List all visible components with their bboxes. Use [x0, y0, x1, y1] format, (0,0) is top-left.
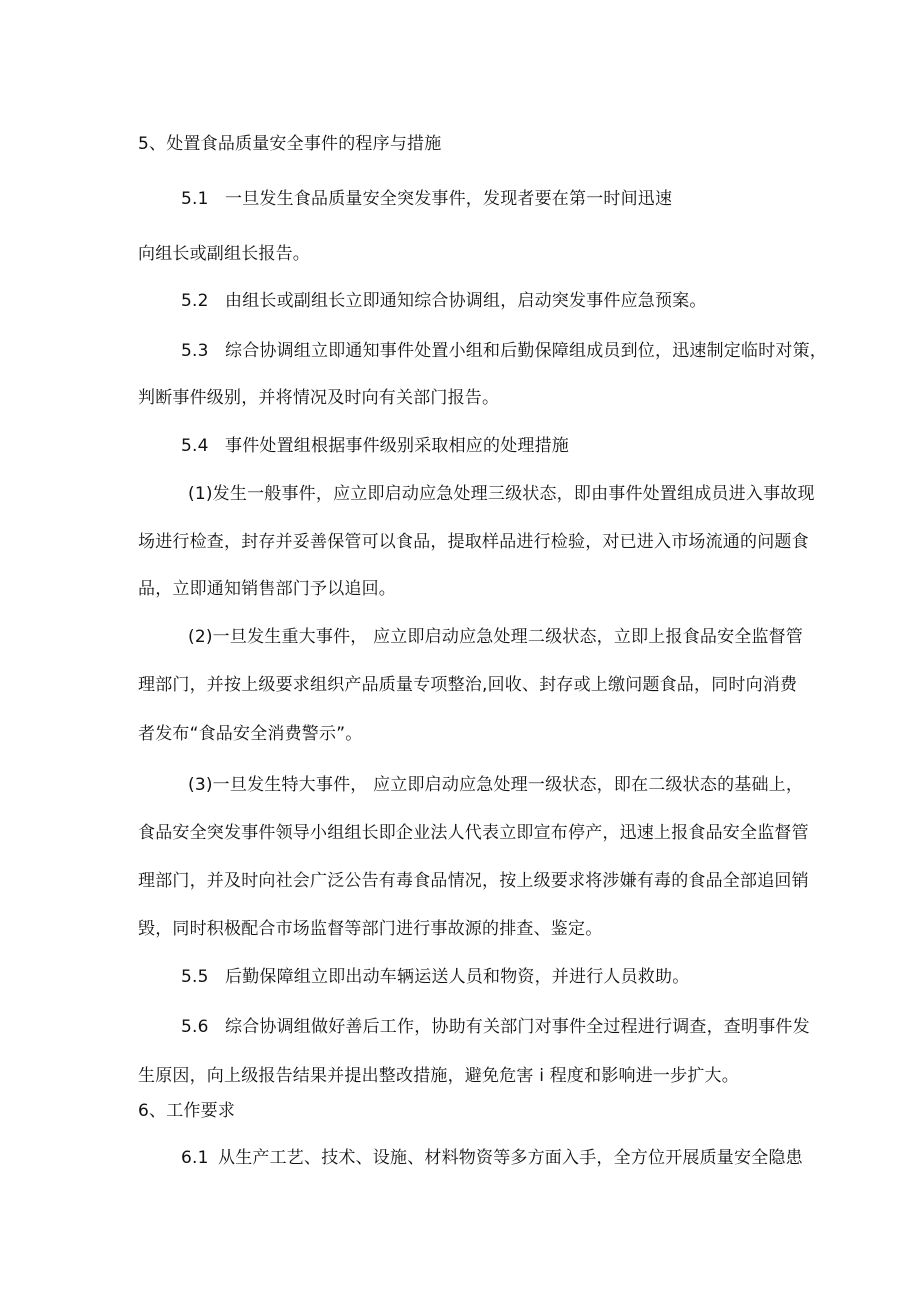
- paragraph-5-4-number: 5.4: [181, 436, 209, 456]
- item-2-line-3: 者发布“食品安全消费警示”。: [138, 724, 363, 744]
- paragraph-5-2-number: 5.2: [181, 291, 209, 311]
- item-1-line-3: 品，立即通知销售部门予以追回。: [138, 579, 396, 599]
- item-1-line-1: (1)发生一般事件，应立即启动应急处理三级状态，即由事件处置组成员进入事故现: [188, 484, 815, 504]
- paragraph-5-2-line-1: 由组长或副组长立即通知综合协调组，启动突发事件应急预案。: [225, 291, 707, 311]
- item-3-line-4: 毁，同时积极配合市场监督等部门进行事故源的排查、鉴定。: [138, 919, 603, 939]
- paragraph-5-6-line-2: 生原因，向上级报告结果并提出整改措施，避免危害 i 程度和影响进一步扩大。: [138, 1066, 739, 1086]
- item-3-line-2: 食品安全突发事件领导小组组长即企业法人代表立即宣布停产，迅速上报食品安全监督管: [138, 823, 809, 843]
- paragraph-5-5-number: 5.5: [181, 967, 209, 987]
- paragraph-5-4-line-1: 事件处置组根据事件级别采取相应的处理措施: [225, 436, 569, 456]
- paragraph-5-5-line-1: 后勤保障组立即出动车辆运送人员和物资，并进行人员救助。: [225, 967, 690, 987]
- paragraph-6-1-line-1: 从生产工艺、技术、设施、材料物资等多方面入手，全方位开展质量安全隐患: [218, 1148, 803, 1168]
- paragraph-5-3-line-2: 判断事件级别，并将情况及时向有关部门报告。: [138, 388, 500, 408]
- paragraph-5-6-line-1: 综合协调组做好善后工作，协助有关部门对事件全过程进行调查，查明事件发: [225, 1017, 810, 1037]
- item-2-line-1: (2)一旦发生重大事件， 应立即启动应急处理二级状态，立即上报食品安全监督管: [188, 627, 804, 647]
- paragraph-5-3-number: 5.3: [181, 341, 209, 361]
- paragraph-5-1-line-1: 一旦发生食品质量安全突发事件，发现者要在第一时间迅速: [225, 189, 673, 209]
- section-5-heading: 5、处置食品质量安全事件的程序与措施: [138, 134, 442, 154]
- paragraph-5-3-line-1: 综合协调组立即通知事件处置小组和后勤保障组成员到位，迅速制定临时对策，: [225, 341, 827, 361]
- paragraph-5-1-number: 5.1: [181, 189, 209, 209]
- item-3-line-3: 理部门，并及时向社会广泛公告有毒食品情况，按上级要求将涉嫌有毒的食品全部追回销: [138, 871, 809, 891]
- paragraph-6-1-number: 6.1: [181, 1148, 209, 1168]
- paragraph-5-1-line-2: 向组长或副组长报告。: [138, 244, 310, 264]
- item-1-line-2: 场进行检查，封存并妥善保管可以食品，提取样品进行检验，对已进入市场流通的问题食: [138, 532, 809, 552]
- section-6-heading: 6、工作要求: [138, 1101, 236, 1121]
- item-3-line-1: (3)一旦发生特大事件， 应立即启动应急处理一级状态，即在二级状态的基础上，: [188, 775, 804, 795]
- item-2-line-2: 理部门，并按上级要求组织产品质量专项整治,回收、封存或上缴问题食品，同时向消费: [138, 675, 798, 695]
- paragraph-5-6-number: 5.6: [181, 1017, 209, 1037]
